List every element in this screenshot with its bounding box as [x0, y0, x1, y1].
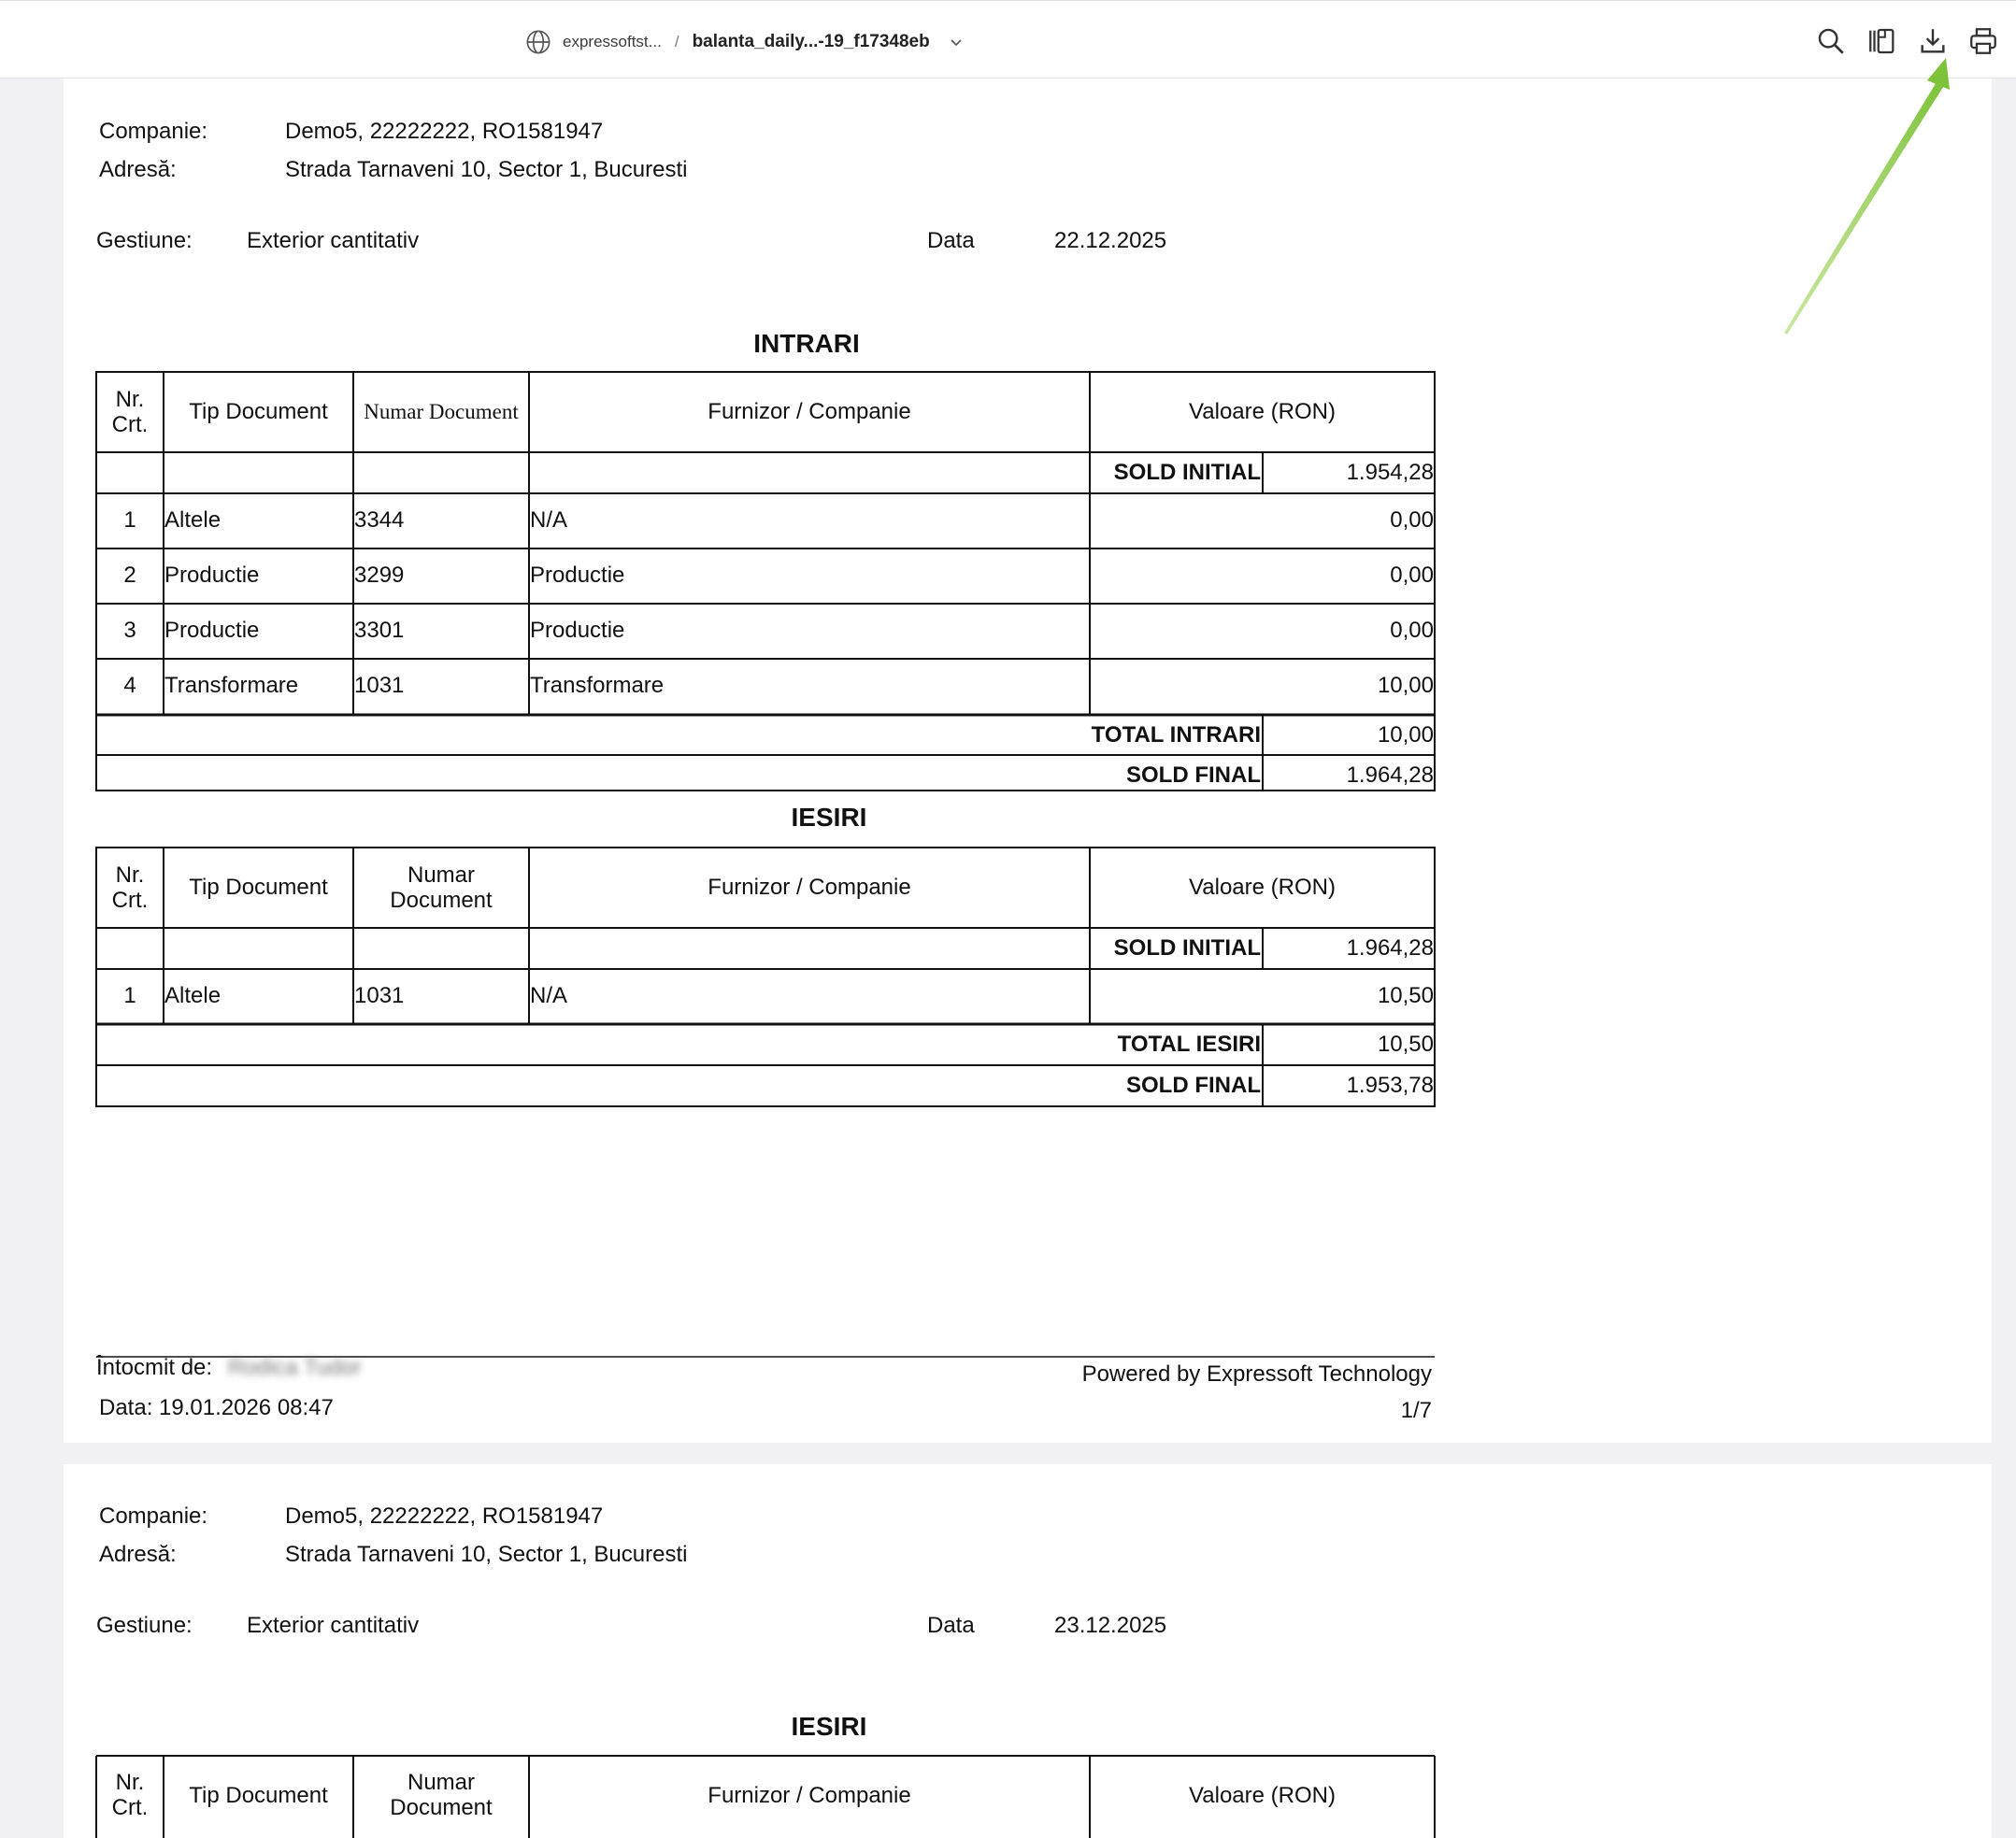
iesiri-row-1-valoare: 10,50 — [1377, 983, 1434, 1008]
address-label: Adresă: — [99, 157, 177, 182]
intrari-row-2-numar: 3299 — [354, 563, 405, 588]
site-name[interactable]: expressoftst... — [563, 33, 662, 50]
intrari-total-label: TOTAL INTRARI — [1091, 722, 1261, 748]
iesiri-sold-final-value: 1.953,78 — [1346, 1073, 1434, 1098]
globe-icon — [525, 29, 551, 55]
intrari-header-numar: Numar Document — [364, 400, 519, 423]
iesiri-header-nr-line1: Nr. — [115, 1770, 145, 1795]
iesiri-row-1-tip: Altele — [164, 983, 222, 1008]
intrari-row-4-nr: 4 — [123, 673, 136, 698]
intrari-row-1-nr: 1 — [123, 507, 136, 533]
intrari-row-4-numar: 1031 — [354, 673, 405, 698]
thumbnails-button[interactable] — [1866, 25, 1898, 57]
iesiri-row-1-furnizor: N/A — [530, 983, 568, 1008]
iesiri-header-tip: Tip Document — [189, 1783, 328, 1808]
address-value: Strada Tarnaveni 10, Sector 1, Bucuresti — [285, 157, 688, 182]
iesiri-header-nr-line2: Crt. — [111, 1795, 149, 1820]
chevron-down-icon[interactable] — [949, 35, 964, 50]
intrari-sold-final-label: SOLD FINAL — [1126, 762, 1261, 788]
iesiri-header-tip: Tip Document — [189, 875, 328, 900]
search-icon — [1815, 25, 1847, 57]
intocmit-value: Rodica Tudor — [228, 1355, 362, 1380]
iesiri-sold-final-label: SOLD FINAL — [1126, 1073, 1261, 1098]
company-value: Demo5, 22222222, RO1581947 — [285, 1503, 604, 1529]
gestiune-value: Exterior cantitativ — [247, 228, 420, 253]
intrari-row-3-tip: Productie — [164, 618, 260, 643]
print-icon — [1967, 25, 1999, 57]
intrari-title: INTRARI — [753, 329, 860, 358]
page-count: 1/7 — [1400, 1398, 1432, 1423]
date-label: Data — [927, 1613, 975, 1638]
intrari-row-1-furnizor: N/A — [530, 507, 568, 533]
file-name[interactable]: balanta_daily...-19_f17348eb — [692, 32, 930, 51]
address-value: Strada Tarnaveni 10, Sector 1, Bucuresti — [285, 1542, 688, 1567]
intrari-sold-initial-value: 1.954,28 — [1346, 460, 1434, 485]
iesiri-header-furnizor: Furnizor / Companie — [708, 875, 911, 900]
iesiri-total-value: 10,50 — [1377, 1032, 1434, 1057]
intrari-table-grid — [64, 78, 1992, 1443]
iesiri-header-numar-line2: Document — [390, 1795, 493, 1820]
intrari-row-3-numar: 3301 — [354, 618, 405, 643]
intrari-row-2-nr: 2 — [123, 563, 136, 588]
intrari-header-valoare: Valoare (RON) — [1189, 399, 1336, 424]
intrari-row-1-tip: Altele — [164, 507, 222, 533]
intrari-row-3-furnizor: Productie — [530, 618, 625, 643]
intrari-row-4-furnizor: Transformare — [530, 673, 665, 698]
gestiune-value: Exterior cantitativ — [247, 1613, 420, 1638]
viewer-toolbar — [0, 0, 2016, 78]
iesiri-row-1-nr: 1 — [123, 983, 136, 1008]
iesiri-total-label: TOTAL IESIRI — [1117, 1032, 1261, 1057]
company-label: Companie: — [99, 119, 208, 144]
gestiune-label: Gestiune: — [96, 1613, 193, 1638]
intrari-header-furnizor: Furnizor / Companie — [708, 399, 911, 424]
intrari-row-1-numar: 3344 — [354, 507, 405, 533]
download-icon — [1917, 25, 1949, 57]
iesiri-header-valoare: Valoare (RON) — [1189, 1783, 1336, 1808]
intrari-row-2-valoare: 0,00 — [1390, 563, 1434, 588]
search-button[interactable] — [1815, 25, 1847, 57]
iesiri-sold-initial-value: 1.964,28 — [1346, 935, 1434, 961]
iesiri-row-1-numar: 1031 — [354, 983, 405, 1008]
print-button[interactable] — [1967, 25, 1999, 57]
intrari-row-4-tip: Transformare — [164, 673, 299, 698]
intrari-header-tip: Tip Document — [189, 399, 328, 424]
intrari-total-value: 10,00 — [1377, 722, 1434, 748]
download-button[interactable] — [1917, 25, 1949, 57]
iesiri-sold-initial-label: SOLD INITIAL — [1113, 935, 1261, 961]
iesiri-title: IESIRI — [791, 803, 867, 832]
intrari-header-nr: Nr. Crt. — [111, 387, 149, 437]
intrari-row-1-valoare: 0,00 — [1390, 507, 1434, 533]
breadcrumb-separator: / — [674, 33, 679, 50]
footer-date: Data: 19.01.2026 08:47 — [99, 1395, 334, 1420]
intrari-sold-final-value: 1.964,28 — [1346, 762, 1434, 788]
page-thumbnails-icon — [1866, 25, 1898, 57]
intocmit-label: Întocmit de: — [96, 1355, 213, 1380]
intrari-row-3-nr: 3 — [123, 618, 136, 643]
intrari-row-2-tip: Productie — [164, 563, 260, 588]
iesiri-header-valoare: Valoare (RON) — [1189, 875, 1336, 900]
gestiune-label: Gestiune: — [96, 228, 193, 253]
intrari-row-4-valoare: 10,00 — [1377, 673, 1434, 698]
address-label: Adresă: — [99, 1542, 177, 1567]
pdf-page-1 — [64, 78, 1992, 1443]
date-value: 23.12.2025 — [1054, 1613, 1167, 1638]
breadcrumb — [525, 27, 964, 57]
date-value: 22.12.2025 — [1054, 228, 1167, 253]
iesiri-header-numar-line1: Numar — [407, 862, 475, 888]
intrari-row-2-furnizor: Productie — [530, 563, 625, 588]
company-value: Demo5, 22222222, RO1581947 — [285, 119, 604, 144]
intrari-sold-initial-label: SOLD INITIAL — [1113, 460, 1261, 485]
company-label: Companie: — [99, 1503, 208, 1529]
iesiri-header-numar-line1: Numar — [407, 1770, 475, 1795]
iesiri-title: IESIRI — [791, 1712, 867, 1741]
intrari-row-3-valoare: 0,00 — [1390, 618, 1434, 643]
iesiri-header-nr: Nr. Crt. — [111, 862, 149, 913]
iesiri-header-numar-line2: Document — [390, 888, 493, 913]
pdf-page-2 — [64, 1464, 1992, 1838]
powered-by: Powered by Expressoft Technology — [1081, 1361, 1432, 1387]
date-label: Data — [927, 228, 975, 253]
iesiri-header-furnizor: Furnizor / Companie — [708, 1783, 911, 1808]
